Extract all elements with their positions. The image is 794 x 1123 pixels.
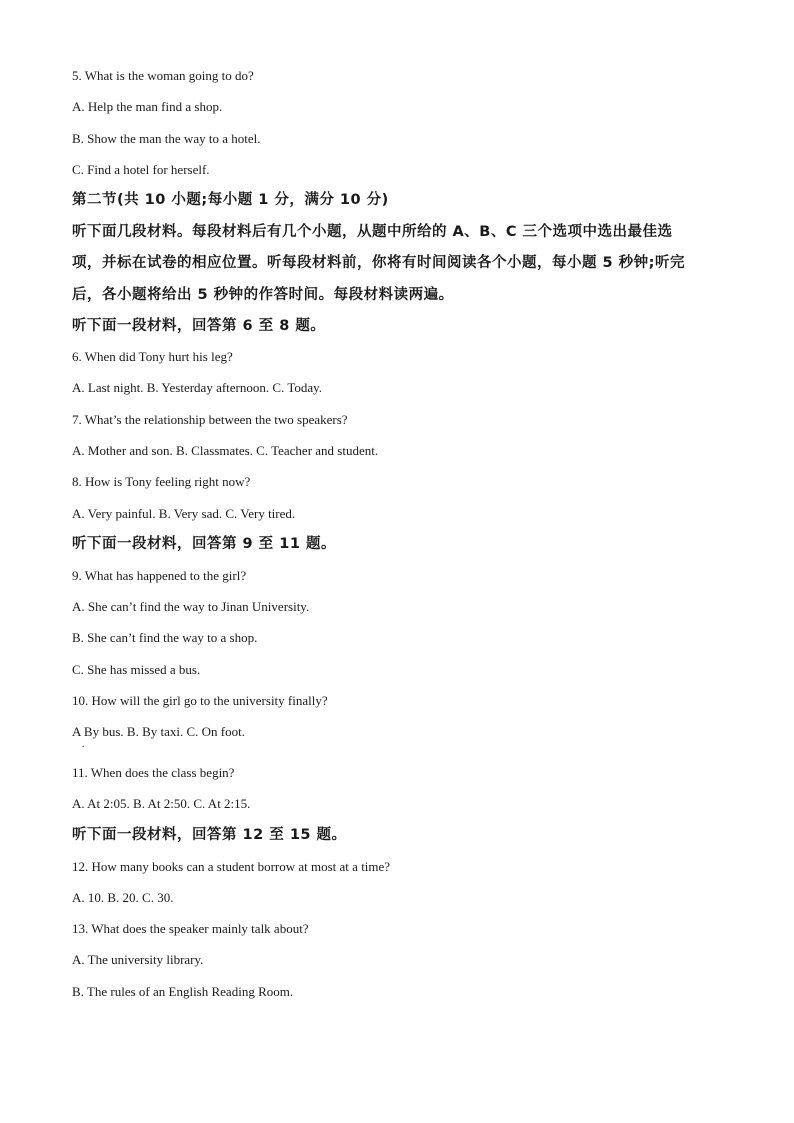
question-9-option-a: A. She can’t find the way to Jinan University. <box>72 599 310 614</box>
question-12-options: A. 10. B. 20. C. 30. <box>72 890 174 905</box>
question-13: 13. What does the speaker mainly talk about? <box>72 921 309 936</box>
question-5-option-b: B. Show the man the way to a hotel. <box>72 131 261 146</box>
question-12: 12. How many books can a student borrow at most at a time? <box>72 859 391 874</box>
question-8: 8. How is Tony feeling right now? <box>72 474 251 489</box>
question-7: 7. What’s the relationship between the two speakers? <box>72 412 348 427</box>
question-5: 5. What is the woman going to do? <box>72 68 254 83</box>
passage-heading-6-8: 听下面一段材料，回答第 6 至 8 题。 <box>72 318 326 334</box>
question-10-options: A By bus. B. By taxi. C. On foot. <box>72 724 245 739</box>
question-13-option-a: A. The university library. <box>72 952 204 967</box>
question-7-options: A. Mother and son. B. Classmates. C. Teacher and student. <box>72 443 379 458</box>
instructions-line-1: 听下面几段材料。每段材料后有几个小题，从题中所给的 A、B、C 三个选项中选出最佳选 <box>72 224 673 240</box>
instructions-line-3: 后，各小题将给出 5 秒钟的作答时间。每段材料读两遍。 <box>72 287 454 303</box>
passage-heading-12-15: 听下面一段材料，回答第 12 至 15 题。 <box>72 827 347 843</box>
section-heading: 第二节(共 10 小题;每小题 1 分，满分 10 分) <box>72 192 389 208</box>
question-5-option-c: C. Find a hotel for herself. <box>72 162 210 177</box>
instructions-line-2: 项，并标在试卷的相应位置。听每段材料前，你将有时间阅读各个小题，每小题 5 秒钟;听完 <box>72 255 685 271</box>
question-13-option-b: B. The rules of an English Reading Room. <box>72 984 294 999</box>
question-11: 11. When does the class begin? <box>72 765 235 780</box>
question-6-options: A. Last night. B. Yesterday afternoon. C. Today. <box>72 380 323 395</box>
question-5-option-a: A. Help the man find a shop. <box>72 99 223 114</box>
question-8-options: A. Very painful. B. Very sad. C. Very tired. <box>72 506 296 521</box>
question-9-option-b: B. She can’t find the way to a shop. <box>72 630 258 645</box>
passage-heading-9-11: 听下面一段材料，回答第 9 至 11 题。 <box>72 536 336 552</box>
stray-dot-mark: . <box>82 739 85 749</box>
question-6: 6. When did Tony hurt his leg? <box>72 349 233 364</box>
question-10: 10. How will the girl go to the university finally? <box>72 693 328 708</box>
question-9-option-c: C. She has missed a bus. <box>72 662 201 677</box>
question-9: 9. What has happened to the girl? <box>72 568 247 583</box>
question-11-options: A. At 2:05. B. At 2:50. C. At 2:15. <box>72 796 251 811</box>
